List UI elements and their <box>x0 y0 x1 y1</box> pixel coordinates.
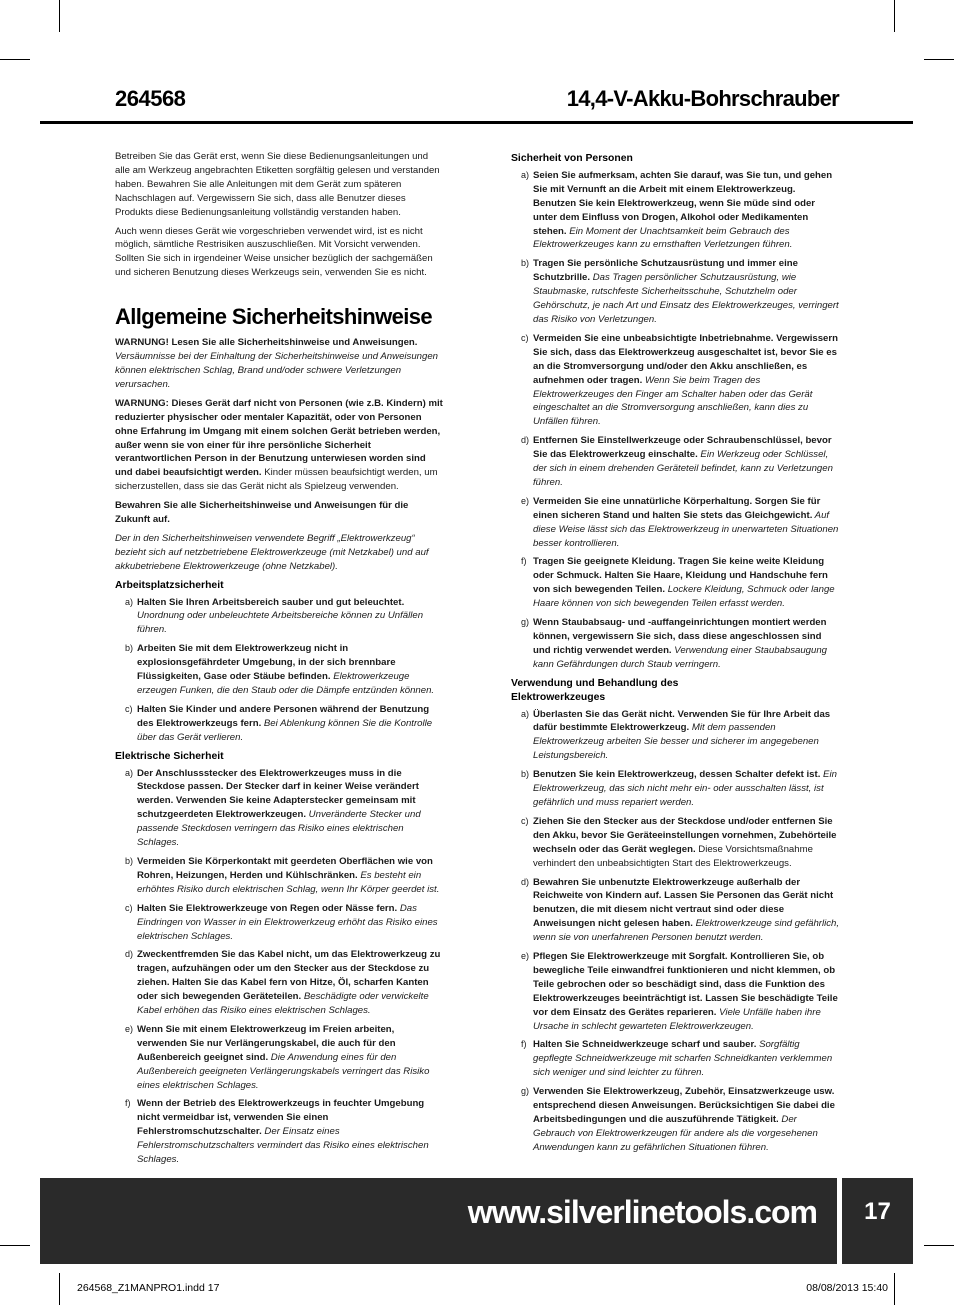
crop-mark <box>894 0 895 32</box>
warning-text: Kinder müssen beaufsichtigt werden, um sicherzustellen, dass sie das Gerät nicht als Spielzeug verwenden. <box>115 467 438 493</box>
list-item: c) Halten Sie Elektrowerkzeuge von Regen oder Nässe fern. Das Eindringen von Wasser in ein Elektrowerkzeug erhöht das Risiko eines elektrischen Schlages. <box>125 902 438 942</box>
list-item: a) Der Anschlussstecker des Elektrowerkzeuges muss in die Steckdose passen. Der Stecker darf in keiner Weise verändert werden. Verwenden Sie keine Adapterstecker gemeinsam mit schutzgeerdeten Elektrowerkzeugen. Unveränderte Stecker und passende Steckdosen verringern das Risiko eines elektrischen Schlages. <box>125 767 421 849</box>
website-url[interactable]: www.silverlinetools.com <box>467 1194 817 1230</box>
crop-mark <box>924 59 954 60</box>
crop-mark <box>894 1273 895 1305</box>
list-item: f) Halten Sie Schneidwerkzeuge scharf und sauber. Sorgfältig gepflegte Schneidwerkzeuge mit scharfen Schneidkanten verklemmen sich weniger und sind leichter zu führen. <box>521 1039 833 1079</box>
page-number: 17 <box>864 1198 891 1225</box>
crop-mark <box>924 1245 954 1246</box>
list-item: a) Halten Sie Ihren Arbeitsbereich sauber und gut beleuchtet. Unordnung oder unbeleuchtete Arbeitsbereiche können zu Unfällen führen. <box>125 596 424 636</box>
subsection-title: Elektrische Sicherheit <box>115 750 224 762</box>
warning-bold: WARNUNG: Dieses Gerät darf nicht von Personen (wie z.B. Kindern) mit reduzierter physischer oder mentaler Kapazität, oder von Personen ohne Erfahrung im Umgang mit einem solchen Gerät betrieben werden, außer wenn sie von einer für ihre persönliche Sicherheit verantwortlichen Person in der Benutzung unterwiesen worden sind und dabei beaufsichtigt werden. <box>115 397 443 479</box>
subsection-title: Sicherheit von Personen <box>511 153 633 164</box>
list-item: g) Wenn Staubabsaug- und -auffangeinrichtungen montiert werden können, vergewissern Sie sich, dass diese angeschlossen sind und richtig verwendet werden. Verwendung einer Staubabsaugung kann Gefährdungen durch Staub verringern. <box>521 617 828 670</box>
intro-paragraph: Auch wenn dieses Gerät wie vorgeschrieben verwendet wird, ist es nicht möglich, sämtliche Restrisiken auszuschließen. Mit Vorsicht verwenden. Sollten Sie sich in irgendeiner Weise unsicher bezüglich der sachgemäßen und sicheren Benutzung dieses Werkzeugs sein, verwenden Sie es nicht. <box>115 225 433 279</box>
crop-mark <box>59 1273 60 1305</box>
list-item: f) Tragen Sie geeignete Kleidung. Tragen Sie keine weite Kleidung oder Schmuck. Halten Sie Haare, Kleidung und Handschuhe fern von sich bewegenden Teilen. Lockere Kleidung, Schmuck oder lange Haare können von sich bewegenden Teilen erfasst werden. <box>521 556 835 610</box>
right-column <box>511 150 841 1160</box>
warning-paragraph <box>115 336 445 392</box>
print-slug-file: 264568_Z1MANPRO1.indd 17 <box>77 1282 220 1294</box>
list-item: d) Zweckentfremden Sie das Kabel nicht, um das Elektrowerkzeug zu tragen, aufzuhängen oder um den Stecker aus der Steckdose zu ziehen. Halten Sie das Kabel fern von Hitze, Öl, scharfen Kanten oder sich bewegenden Geräteteilen. Beschädigte oder verwickelte Kabel erhöhen das Risiko eines elektrischen Schlages. <box>125 949 441 1017</box>
page-number-box <box>842 1178 913 1264</box>
footer-bar <box>40 1178 837 1264</box>
list-item: c) Ziehen Sie den Stecker aus der Steckdose und/oder entfernen Sie den Akku, bevor Sie Geräteeinstellungen vornehmen, Zubehörteile wechseln oder das Gerät weglegen. Diese Vorsichtsmaßnahme verhindert den unbeabsichtigten Start des Elektrowerkzeugs. <box>521 815 837 869</box>
list-item: d) Bewahren Sie unbenutzte Elektrowerkzeuge außerhalb der Reichweite von Kindern auf. Lassen Sie Personen das Gerät nicht benutzen, die mit diesem nicht vertraut sind oder diese Anweisungen nicht gelesen haben. Elektrowerkzeuge sind gefährlich, wenn sie von unerfahrenen Personen benutzt werden. <box>521 876 840 944</box>
crop-mark <box>59 0 60 32</box>
list-item: d) Entfernen Sie Einstellwerkzeuge oder Schraubenschlüssel, bevor Sie das Elektrowerkzeug einschalte. Ein Werkzeug oder Schlüssel, der sich in einem drehenden Geräteteil befindet, kann zu Verletzungen führen. <box>521 435 833 488</box>
header-rule <box>40 121 913 124</box>
keep-instructions: Bewahren Sie alle Sicherheitshinweise und Anweisungen für die Zukunft auf. <box>115 500 409 526</box>
product-title: 14,4-V-Akku-Bohrschrauber <box>566 86 839 111</box>
section-heading: Allgemeine Sicherheitshinweise <box>115 304 433 330</box>
list-item: f) Wenn der Betrieb des Elektrowerkzeugs in feuchter Umgebung nicht vermeidbar ist, verwenden Sie einen Fehlerstromschutzschalter. Der Einsatz eines Fehlerstromschutzschalters vermindert das Risiko eines elektrischen Schlages. <box>125 1098 429 1166</box>
list-item: b) Tragen Sie persönliche Schutzausrüstung und immer eine Schutzbrille. Das Tragen persönlicher Schutzausrüstung, wie Staubmaske, rutschfeste Sicherheitsschuhe, Schutzhelm oder Gehörschutz, je nach Art und Einsatz des Elektrowerkzeuges, verringert das Risiko von Verletzungen. <box>521 258 839 325</box>
crop-mark <box>0 59 30 60</box>
list-item: e) Pflegen Sie Elektrowerkzeuge mit Sorgfalt. Kontrollieren Sie, ob bewegliche Teile einwandfrei funktionieren und nicht klemmen, ob Teile gebrochen oder so beschädigt sind, dass die Funktion des Elektrowerkzeuges beeinträchtigt ist. Lassen Sie beschädigte Teile vor dem Einsatz des Gerätes reparieren. Viele Unfälle haben ihre Ursache in schlecht gewarteten Elektrowerkzeugen. <box>521 951 838 1032</box>
crop-mark <box>0 1245 30 1246</box>
subsection-title: Verwendung und Behandlung des Elektrowerkzeuges <box>511 677 679 703</box>
list-item: b) Arbeiten Sie mit dem Elektrowerkzeug nicht in explosionsgefährdeter Umgebung, in der sich brennbare Flüssigkeiten, Gase oder Stäube befinden. Elektrowerkzeuge erzeugen Funken, die den Staub oder die Dämpfe entzünden können. <box>125 643 435 696</box>
list-item: e) Vermeiden Sie eine unnatürliche Körperhaltung. Sorgen Sie für einen sicheren Stand und halten Sie stets das Gleichgewicht. Auf diese Weise lässt sich das Elektrowerkzeug in unerwarteten Situationen besser kontrollieren. <box>521 495 839 549</box>
list-item: c) Vermeiden Sie eine unbeabsichtigte Inbetriebnahme. Vergewissern Sie sich, dass das Elektrowerkzeug ausgeschaltet ist, bevor Sie es an die Stromversorgung und/oder den Akku anschließen, es aufnehmen oder tragen. Wenn Sie beim Tragen des Elektrowerkzeuges den Finger am Schalter haben oder das Gerät eingeschaltet an die Stromversorgung anschließen, kann dies zu Unfällen führen. <box>521 332 838 428</box>
list-item: b) Benutzen Sie kein Elektrowerkzeug, dessen Schalter defekt ist. Ein Elektrowerkzeug, das sich nicht mehr ein- oder ausschalten lässt, ist gefährlich und muss repariert werden. <box>521 769 837 808</box>
list-item: e) Wenn Sie mit einem Elektrowerkzeug im Freien arbeiten, verwenden Sie nur Verlängerungskabel, die auch für den Außenbereich geeignet sind. Die Anwendung eines für den Außenbereich geeigneten Verlängerungskabels verringert das Risiko eines elektrischen Schlages. <box>125 1023 430 1091</box>
list-item: a) Überlasten Sie das Gerät nicht. Verwenden Sie für Ihre Arbeit das dafür bestimmte Elektrowerkzeug. Mit dem passenden Elektrowerkzeug arbeiten Sie besser und sicherer im angegebenen Leistungsbereich. <box>521 708 831 762</box>
list-item: a) Seien Sie aufmerksam, achten Sie darauf, was Sie tun, und gehen Sie mit Vernunft an die Arbeit mit einem Elektrowerkzeug. Benutzen Sie kein Elektrowerkzeug, wenn Sie müde sind oder unter dem Einfluss von Drogen, Alkohol oder Medikamenten stehen. Ein Moment der Unachtsamkeit beim Gebrauch des Elektrowerkzeuges kann zu ernsthaften Verletzungen führen. <box>521 169 833 251</box>
term-note: Der in den Sicherheitshinweisen verwendete Begriff „Elektrowerkzeug“ bezieht sich auf netzbetriebene Elektrowerkzeuge (mit Netzkabel) und auf akkubetriebene Elektrowerkzeuge (ohne Netzkabel). <box>115 532 429 572</box>
print-slug-date: 08/08/2013 15:40 <box>806 1282 888 1294</box>
list-item: g) Verwenden Sie Elektrowerkzeug, Zubehör, Einsatzwerkzeuge usw. entsprechend diesen Anweisungen. Berücksichtigen Sie dabei die Arbeitsbedingungen und die auszuführende Tätigkeit. Der Gebrauch von Elektrowerkzeugen für andere als die vorgesehenen Anwendungen kann zu gefährlichen Situationen führen. <box>521 1086 835 1153</box>
list-item: b) Vermeiden Sie Körperkontakt mit geerdeten Oberflächen wie von Rohren, Heizungen, Herden und Kühlschränken. Es besteht ein erhöhtes Risiko durch elektrischen Schlag, wenn Ihr Körper geerdet ist. <box>125 855 440 895</box>
list-item: c) Halten Sie Kinder und andere Personen während der Benutzung des Elektrowerkzeugs fern. Bei Ablenkung können Sie die Kontrolle über das Gerät verlieren. <box>125 703 433 743</box>
warning-paragraph <box>115 397 445 494</box>
warning-italic: Versäumnisse bei der Einhaltung der Sicherheitshinweise und Anweisungen können elektrischen Schlag, Brand und/oder schwere Verletzungen verursachen. <box>115 351 439 390</box>
warning-bold: WARNUNG! Lesen Sie alle Sicherheitshinweise und Anweisungen. <box>115 337 418 349</box>
left-column <box>115 150 445 1172</box>
intro-paragraph: Betreiben Sie das Gerät erst, wenn Sie diese Bedienungsanleitungen und alle am Werkzeug angebrachten Etiketten sorgfältig gelesen und verstanden haben. Bewahren Sie alle Anleitungen mit dem Gerät zum späteren Nachschlagen auf. Vergewissern Sie sich, dass alle Benutzer dieses Produkts diese Bedienungsanleitung vollständig verstanden haben. <box>115 151 440 218</box>
product-number: 264568 <box>115 86 186 111</box>
subsection-title: Arbeitsplatzsicherheit <box>115 579 224 591</box>
